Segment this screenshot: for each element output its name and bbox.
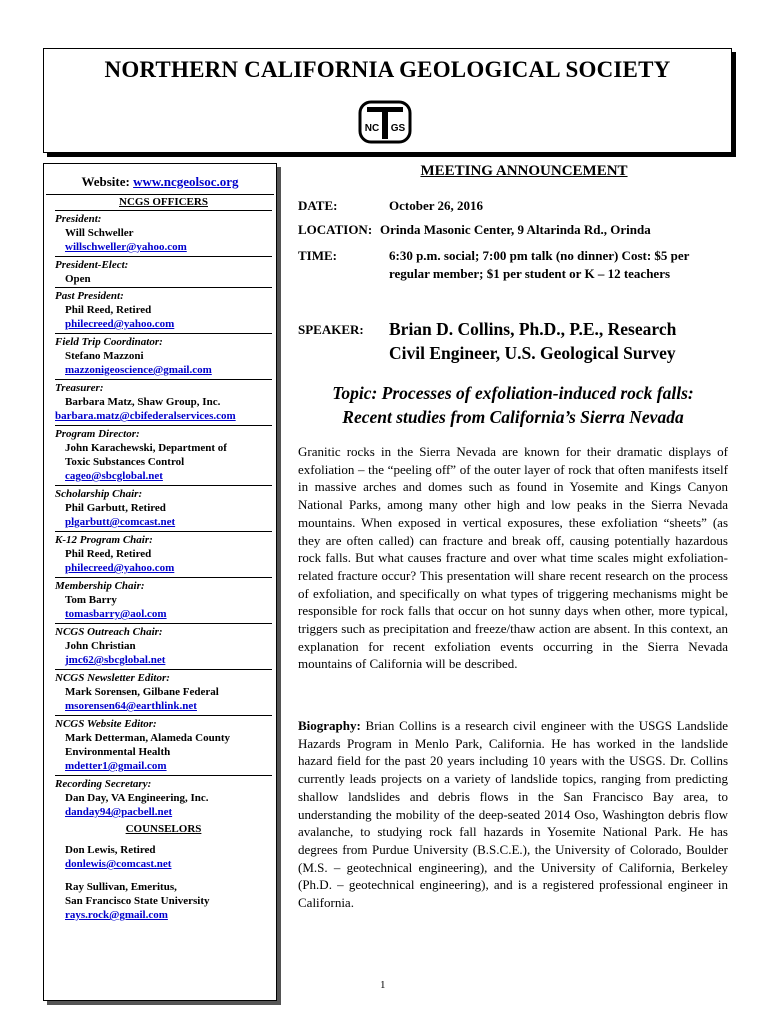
divider	[46, 194, 274, 195]
officer-email-link[interactable]: philecreed@yahoo.com	[65, 318, 175, 330]
officer-website-editor	[55, 715, 272, 775]
date-value: October 26, 2016	[389, 198, 483, 213]
meeting-heading: MEETING ANNOUNCEMENT	[420, 163, 628, 179]
officer-name: Phil Reed, Retired	[65, 548, 152, 560]
officer-past-president	[55, 287, 272, 333]
officer-field-trip	[55, 333, 272, 379]
role-title: Past President:	[55, 290, 124, 302]
role-title: Program Director:	[55, 428, 140, 440]
counselor-item	[55, 843, 272, 872]
counselor-email-link[interactable]: donlewis@comcast.net	[65, 858, 172, 870]
officer-outreach	[55, 623, 272, 669]
officer-scholarship	[55, 485, 272, 531]
officer-treasurer	[55, 379, 272, 425]
officer-email-link[interactable]: mazzonigeoscience@gmail.com	[65, 364, 212, 376]
officer-membership	[55, 577, 272, 623]
officer-name: Mark Sorensen, Gilbane Federal	[65, 686, 219, 698]
role-title: Treasurer:	[55, 382, 104, 394]
role-title: NCGS Outreach Chair:	[55, 626, 163, 638]
role-title: President:	[55, 213, 102, 225]
speaker-name-line2: Civil Engineer, U.S. Geological Survey	[389, 343, 676, 363]
officer-email-link[interactable]: msorensen64@earthlink.net	[65, 700, 197, 712]
society-title: NORTHERN CALIFORNIA GEOLOGICAL SOCIETY	[104, 57, 671, 82]
role-title: Membership Chair:	[55, 580, 145, 592]
biography-text: Brian Collins is a research civil engineer with the USGS Landslide Hazards Program in Menlo Park, California. He has worked in the landslide hazard field for the past 20 years including 10 years with the USGS. Dr. Collins currently leads projects on a variety of landslide topics, ranging from predicting shallow landslides and debris flows in the San Francisco Bay area, to understanding the mobility of the deep-seated 2014 Oso, Washington debris flow avalanche, to studying rock fall hazards in Yosemite National Park. He has degrees from Purdue University (B.S.C.E.), the University of Colorado, Boulder (M.S. – geotechnical engineering), and the University of California, Berkeley (Ph.D. – geotechnical engineering), and is a registered professional engineer in California.	[298, 718, 728, 911]
officer-name: Phil Garbutt, Retired	[65, 502, 166, 514]
role-title: NCGS Newsletter Editor:	[55, 672, 170, 684]
counselor-name: Don Lewis, Retired	[65, 844, 156, 856]
officer-name: John Christian	[65, 640, 136, 652]
website-line	[44, 174, 276, 190]
officer-name: Open	[65, 273, 91, 285]
topic-line1: Topic: Processes of exfoliation-induced rock falls:	[332, 383, 694, 403]
abstract-paragraph: Granitic rocks in the Sierra Nevada are known for their dramatic displays of exfoliation – the “peeling off” of the outer layer of rock that often manifests itself in massive arches and domes such as found in Yosemite and Kings Canyon National Parks, among many other high and low peaks in the Sierra Nevada mountains. When exposed in vertical exposures, these exfoliation “sheets” (as they are often called) can fracture and break off, causing potentially hazardous rock falls. But what causes fracture and over what time scales might exfoliation-related fracture occur? This presentation will share recent research on the process of exfoliation, and specifically on what types of triggering mechanisms might be responsible for rock falls that occur on hot sunny days when other, more typical, triggers such as precipitation and freeze/thaw action are absent. In this context, an explanation for recent exfoliation events occurring in the Sierra Nevada mountains of California will be described.	[298, 444, 728, 672]
time-label: TIME:	[298, 248, 337, 263]
page-number: 1	[380, 979, 386, 991]
officer-name: John Karachewski, Department of	[65, 442, 227, 454]
officer-name: Phil Reed, Retired	[65, 304, 152, 316]
officer-president-elect	[55, 256, 272, 287]
officer-name: Tom Barry	[65, 594, 117, 606]
role-title: Scholarship Chair:	[55, 488, 143, 500]
logo-text-right: GS	[390, 123, 406, 134]
role-title: President-Elect:	[55, 259, 129, 271]
header-box	[43, 48, 732, 153]
date-label: DATE:	[298, 198, 338, 213]
location-value: Orinda Masonic Center, 9 Altarinda Rd., Orinda	[380, 222, 651, 237]
officer-name: Will Schweller	[65, 227, 134, 239]
officer-affiliation: Environmental Health	[65, 746, 171, 758]
officer-email-link[interactable]: mdetter1@gmail.com	[65, 760, 167, 772]
officer-newsletter	[55, 669, 272, 715]
officers-list	[55, 196, 272, 931]
role-title: Recording Secretary:	[55, 778, 152, 790]
officer-email-link[interactable]: plgarbutt@comcast.net	[65, 516, 176, 528]
topic-line2: Recent studies from California’s Sierra Nevada	[342, 407, 684, 427]
officer-email-link[interactable]: barbara.matz@cbifederalservices.com	[55, 410, 236, 422]
counselor-affiliation: San Francisco State University	[65, 895, 210, 907]
officer-email-link[interactable]: danday94@pacbell.net	[65, 806, 173, 818]
officer-name: Dan Day, VA Engineering, Inc.	[65, 792, 209, 804]
officer-email-link[interactable]: cageo@sbcglobal.net	[65, 470, 163, 482]
officer-name: Stefano Mazzoni	[65, 350, 144, 362]
officer-recording-secretary	[55, 775, 272, 821]
officer-affiliation: Toxic Substances Control	[65, 456, 185, 468]
officers-sidebar	[43, 163, 277, 1001]
officer-k12	[55, 531, 272, 577]
website-link[interactable]: www.ncgeolsoc.org	[133, 174, 239, 189]
counselor-item	[55, 880, 272, 923]
role-title: NCGS Website Editor:	[55, 718, 157, 730]
speaker-label: SPEAKER:	[298, 322, 364, 337]
counselor-email-link[interactable]: rays.rock@gmail.com	[65, 909, 168, 921]
officer-email-link[interactable]: philecreed@yahoo.com	[65, 562, 175, 574]
role-title: K-12 Program Chair:	[55, 534, 153, 546]
biography-paragraph	[298, 717, 728, 912]
officer-email-link[interactable]: jmc62@sbcglobal.net	[65, 654, 166, 666]
officer-president	[55, 210, 272, 256]
officer-program-director	[55, 425, 272, 485]
counselor-name: Ray Sullivan, Emeritus,	[65, 881, 177, 893]
officers-heading: NCGS OFFICERS	[119, 196, 208, 208]
officer-email-link[interactable]: willschweller@yahoo.com	[65, 241, 187, 253]
ncgs-logo	[357, 99, 413, 145]
role-title: Field Trip Coordinator:	[55, 336, 163, 348]
website-label: Website:	[81, 174, 130, 189]
speaker-name-line1: Brian D. Collins, Ph.D., P.E., Research	[389, 319, 677, 339]
time-value: 6:30 p.m. social; 7:00 pm talk (no dinner) Cost: $5 per regular member; $1 per student or K – 12 teachers	[389, 248, 690, 281]
logo-text-left: NC	[364, 123, 380, 134]
officer-name: Mark Detterman, Alameda County	[65, 732, 230, 744]
counselors-heading: COUNSELORS	[125, 823, 202, 835]
location-label: LOCATION:	[298, 222, 373, 237]
biography-label: Biography:	[298, 718, 361, 733]
officer-email-link[interactable]: tomasbarry@aol.com	[65, 608, 167, 620]
officer-name: Barbara Matz, Shaw Group, Inc.	[65, 396, 221, 408]
